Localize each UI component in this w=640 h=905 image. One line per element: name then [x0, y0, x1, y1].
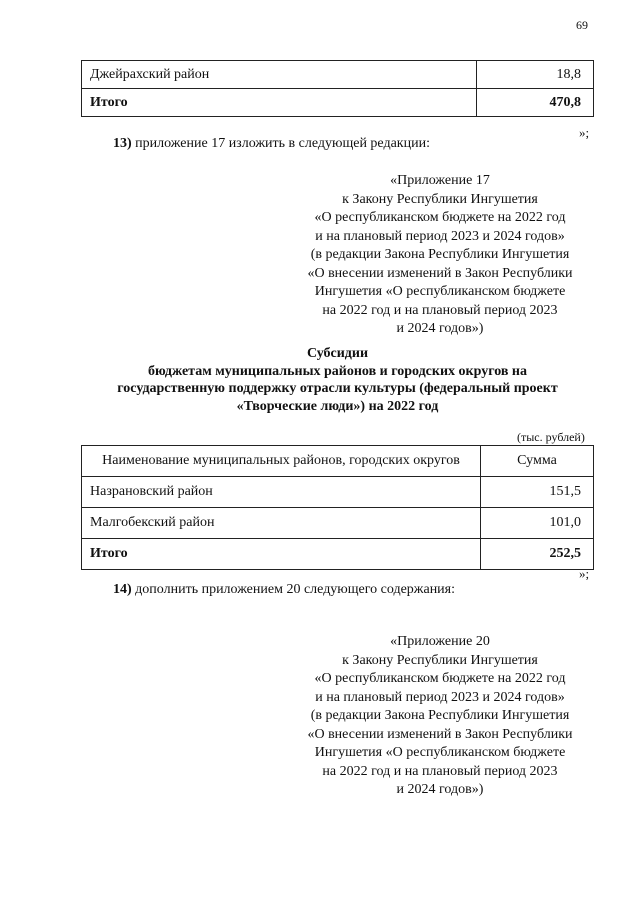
appendix-line: «О республиканском бюджете на 2022 год — [314, 210, 566, 225]
item-number: 14) — [113, 582, 132, 597]
appendix-line: и 2024 годов») — [396, 782, 484, 797]
units-label: (тыс. рублей) — [517, 430, 585, 444]
total-sum: 252,5 — [481, 539, 594, 570]
appendix-line: «Приложение 20 — [390, 634, 490, 649]
appendix-line: (в редакции Закона Республики Ингушетия — [310, 247, 570, 262]
total-sum: 470,8 — [477, 89, 594, 117]
appendix-line: на 2022 год и на плановый период 2023 — [322, 763, 558, 779]
appendix-line: и на плановый период 2023 и 2024 годов» — [315, 228, 565, 244]
district-name: Назрановский район — [82, 477, 481, 508]
district-name: Джейрахский район — [82, 61, 477, 89]
heading-line: Субсидии — [306, 346, 369, 361]
heading-line: государственную поддержку отрасли культуры (федеральный проект — [117, 381, 558, 396]
column-header-name: Наименование муниципальных районов, городских округов — [82, 446, 481, 477]
appendix-line: Ингушетия «О республиканском бюджете — [314, 745, 566, 760]
appendix-line: на 2022 год и на плановый период 2023 — [322, 302, 558, 318]
table-row — [82, 508, 594, 539]
district-name: Малгобекский район — [82, 508, 481, 539]
subsidy-table — [81, 445, 594, 570]
appendix-20-header — [290, 633, 590, 800]
item-text: приложение 17 изложить в следующей редакции: — [131, 136, 430, 151]
appendix-line: «О внесении изменений в Закон Республики — [307, 265, 573, 281]
closing-quote-mark: »; — [579, 125, 590, 140]
amendment-item-14 — [113, 582, 455, 598]
appendix-line: к Закону Республики Ингушетия — [342, 652, 538, 668]
budget-table-continuation — [81, 60, 594, 117]
appendix-line: «О республиканском бюджете на 2022 год — [314, 671, 566, 686]
table-total-row — [82, 539, 594, 570]
appendix-line: «Приложение 17 — [390, 173, 490, 188]
table-header-row — [82, 446, 594, 477]
table-row — [82, 477, 594, 508]
district-sum: 101,0 — [481, 508, 594, 539]
item-text: дополнить приложением 20 следующего содержания: — [131, 582, 456, 597]
table-total-row — [82, 89, 594, 117]
item-number: 13) — [113, 136, 132, 151]
column-header-sum: Сумма — [481, 446, 594, 477]
page-number: 69 — [576, 18, 588, 32]
appendix-line: и 2024 годов») — [396, 321, 484, 336]
table-row — [82, 61, 594, 89]
total-label: Итого — [82, 539, 481, 570]
district-sum: 151,5 — [481, 477, 594, 508]
subsidy-heading — [81, 345, 594, 415]
district-sum: 18,8 — [477, 61, 594, 89]
appendix-line: к Закону Республики Ингушетия — [342, 191, 538, 207]
appendix-line: и на плановый период 2023 и 2024 годов» — [315, 689, 565, 705]
appendix-line: Ингушетия «О республиканском бюджете — [314, 284, 566, 299]
amendment-item-13 — [113, 136, 430, 152]
appendix-line: «О внесении изменений в Закон Республики — [307, 726, 573, 742]
closing-quote-mark: »; — [579, 566, 590, 581]
appendix-line: (в редакции Закона Республики Ингушетия — [310, 708, 570, 723]
appendix-17-header — [290, 172, 590, 339]
heading-line: бюджетам муниципальных районов и городских округов на — [148, 363, 527, 379]
total-label: Итого — [82, 89, 477, 117]
heading-line: «Творческие люди») на 2022 год — [236, 398, 439, 414]
